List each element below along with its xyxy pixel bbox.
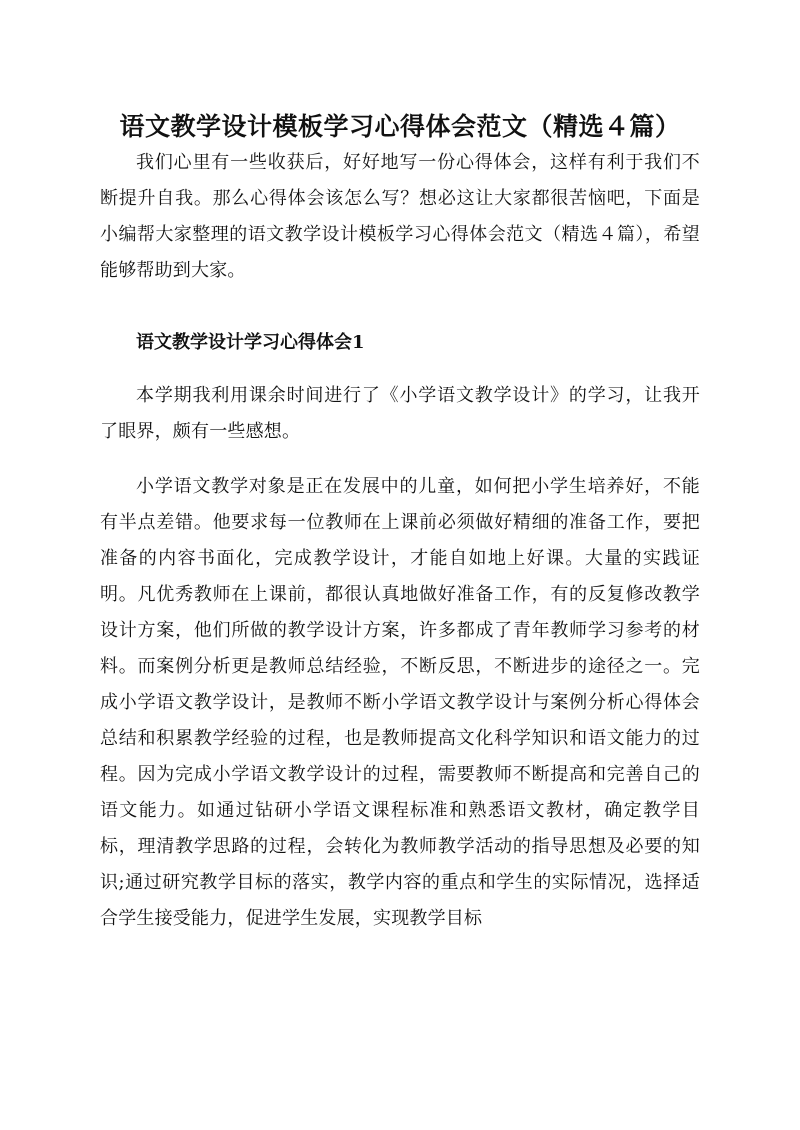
body-paragraph-1: 本学期我利用课余时间进行了《小学语文教学设计》的学习，让我开了眼界，颇有一些感想。 — [100, 385, 700, 442]
body-paragraph-2: 小学语文教学对象是正在发展中的儿童，如何把小学生培养好，不能有半点差错。他要求每一位教师在上课前必须做好精细的准备工作，要把准备的内容书面化，完成教学设计，才能自如地上好课。大量的实践证明。凡优秀教师在上课前，都很认真地做好准备工作，有的反复修改教学设计方案，他们所做的教学设计方案，许多都成了青年教师学习参考的材料。而案例分析更是教师总结经验，不断反思，不断进步的途径之一。完成小学语文教学设计，是教师不断小学语文教学设计与案例分析心得体会总结和积累教学经验的过程，也是教师提高文化科学知识和语文能力的过程。因为完成小学语文教学设计的过程，需要教师不断提高和完善自己的语文能力。如通过钻研小学语文课程标准和熟悉语文教材，确定教学目标，理清教学思路的过程，会转化为教师教学活动的指导思想及必要的知识;通过研究教学目标的落实，教学内容的重点和学生的实际情况，选择适合学生接受能力，促进学生发展，实现教学目标 — [100, 476, 700, 929]
page-title: 语文教学设计模板学习心得体会范文（精选４篇） — [119, 111, 681, 141]
section-heading: 语文教学设计学习心得体会1 — [136, 332, 365, 353]
intro-paragraph: 我们心里有一些收获后，好好地写一份心得体会，这样有利于我们不断提升自我。那么心得体会该怎么写？想必这让大家都很苦恼吧，下面是小编帮大家整理的语文教学设计模板学习心得体会范文（精选４篇），希望能够帮助到大家。 — [100, 152, 700, 281]
